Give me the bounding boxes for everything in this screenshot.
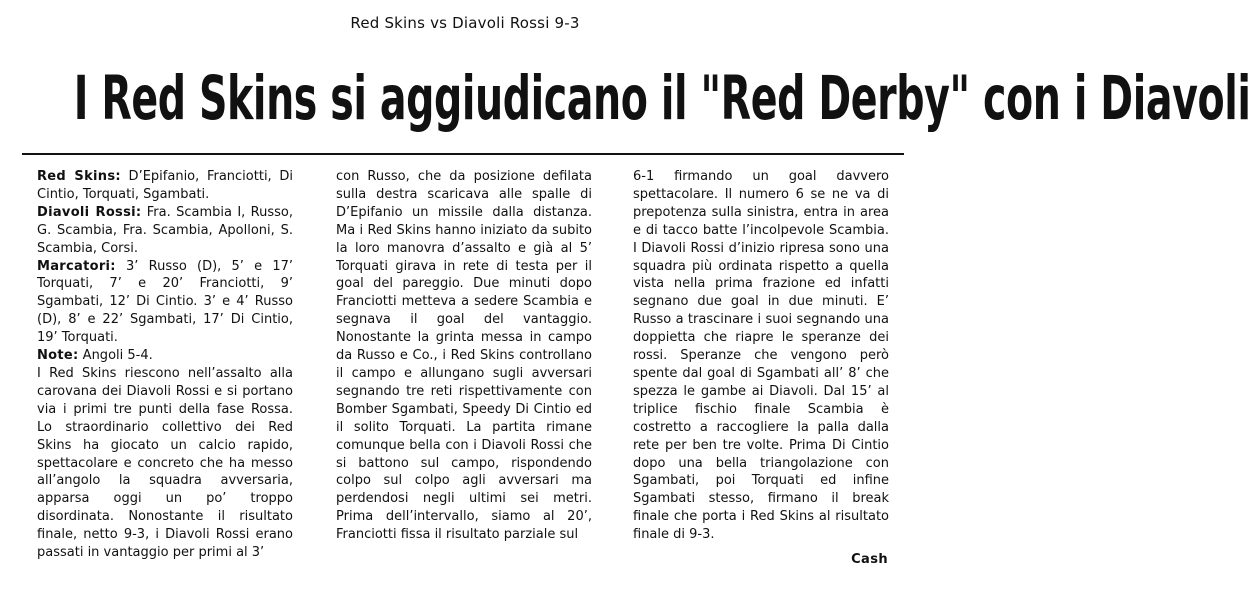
headline-rule bbox=[22, 153, 904, 155]
diavoli-label: Diavoli Rossi: bbox=[37, 204, 142, 220]
red-skins-players: D’Epifanio, Franciotti, Di Cintio, Torquati, Sgambati. bbox=[37, 169, 293, 202]
notes-text: Angoli 5-4. bbox=[78, 348, 153, 364]
scorers bbox=[37, 258, 293, 348]
headline: I Red Skins si aggiudicano il "Red Derby" con i Diavoli bbox=[73, 62, 1250, 134]
lineup-diavoli bbox=[37, 204, 293, 258]
diavoli-players: Fra. Scambia I, Russo, G. Scambia, Fra. Scambia, Apolloni, S. Scambia, Corsi. bbox=[37, 204, 294, 256]
column-1 bbox=[37, 168, 293, 562]
author-signature: Cash bbox=[851, 552, 888, 567]
column-2 bbox=[336, 168, 592, 544]
article-col3: 6-1 firmando un goal davvero spettacolare. Il numero 6 se ne va di prepotenza sulla sinistra, entra in area e di tacco batte l’incolpevole Scambia. I Diavoli Rossi d’inizio ripresa sono una squadra più ordinata rispetto a quella vista nella prima frazione ed infatti segnano due goal in due minuti. E’ Russo a trascinare i suoi segnando una doppietta che riapre le speranze dei rossi. Speranze che vengono però spente dal goal di Sgambati all’ 8’ che spezza le gambe ai Diavoli. Dal 15’ al triplice fischio finale Scambia è costretto a raccogliere la palla dalla rete per ben tre volte. Prima Di Cintio dopo una bella triangolazione con Sgambati, poi Torquati ed infine Sgambati stesso, firmano il break finale che porta i Red Skins al risultato finale di 9-3. bbox=[633, 169, 889, 543]
scorers-label: Marcatori: bbox=[37, 258, 116, 274]
article-col2: con Russo, che da posizione defilata sulla destra scaricava alle spalle di D’Epifanio un missile dalla distanza. Ma i Red Skins hanno iniziato da subito la loro manovra d’assalto e già al 5’ Torquati girava in rete di testa per il goal del pareggio. Due minuti dopo Franciotti metteva a sedere Scambia e segnava il goal del vantaggio. Nonostante la grinta messa in campo da Russo e Co., i Red Skins controllano il campo e allungano sugli avversari segnando tre reti rispettivamente con Bomber Sgambati, Speedy Di Cintio ed il solito Torquati. La partita rimane comunque bella con i Diavoli Rossi che si battono sul campo, rispondendo colpo sul colpo agli avversari ma perdendosi negli ultimi sei metri. Prima dell’intervallo, siamo al 20’, Franciotti fissa il risultato parziale sul bbox=[336, 169, 592, 543]
kicker: Red Skins vs Diavoli Rossi 9-3 bbox=[350, 14, 580, 32]
notes bbox=[37, 347, 293, 365]
scorers-text: 3’ Russo (D), 5’ e 17’ Torquati, 7’ e 20’ Franciotti, 9’ Sgambati, 12’ Di Cintio. 3’ e 4’ Russo (D), 8’ e 22’ Sgambati, 17’ Di Cintio, 19’ Torquati. bbox=[37, 258, 293, 346]
red-skins-label: Red Skins: bbox=[37, 169, 121, 184]
notes-label: Note: bbox=[37, 348, 79, 364]
column-3 bbox=[633, 168, 889, 544]
article-col1: I Red Skins riescono nell’assalto alla carovana dei Diavoli Rossi e si portano via i primi tre punti della fase Rossa. Lo straordinario collettivo dei Red Skins ha giocato un calcio rapido, spettacolare e concreto che ha messo all’angolo la squadra avversaria, apparsa oggi un po’ troppo disordinata. Nonostante il risultato finale, netto 9-3, i Diavoli Rossi erano passati in vantaggio per primi al 3’ bbox=[37, 365, 293, 561]
lineup-red-skins bbox=[37, 168, 293, 204]
